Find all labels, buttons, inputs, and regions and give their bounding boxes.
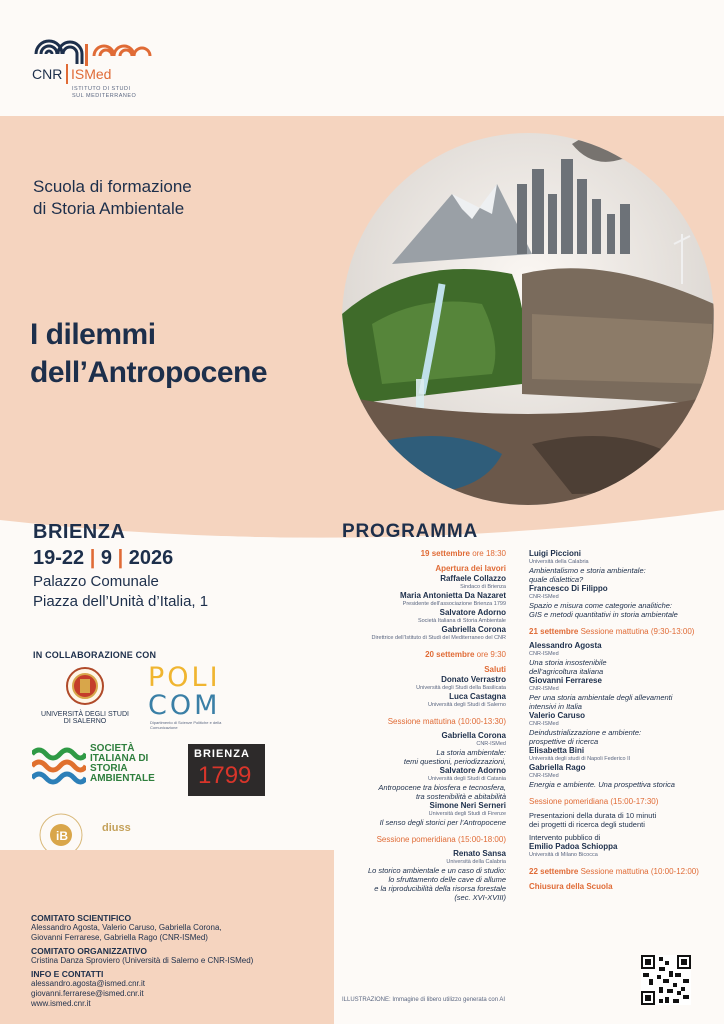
speaker-name: Emilio Padoa Schioppa xyxy=(529,842,618,851)
title-line1: I dilemmi xyxy=(30,318,156,351)
talk-title: Deindustrializzazione e ambiente: xyxy=(529,728,642,737)
main-title xyxy=(30,316,267,392)
day2-time: ore 9:30 xyxy=(474,650,506,659)
sisa-text xyxy=(90,744,155,784)
day1-date xyxy=(336,548,506,559)
speaker-affiliation: Università di Milano Bicocca xyxy=(529,852,598,858)
speaker-affiliation: CNR-ISMed xyxy=(476,741,506,747)
closing-heading: Chiusura della Scuola xyxy=(529,882,613,891)
day2-date-label: 20 settembre xyxy=(425,650,475,659)
speaker-affiliation: Sindaco di Brienza xyxy=(460,584,506,590)
presentations-line2: dei progetti di ricerca degli studenti xyxy=(529,820,645,829)
date-days: 19-22 xyxy=(33,547,85,569)
talk-title: Ambientalismo e storia ambientale: xyxy=(529,566,646,575)
cnr-text: CNR xyxy=(32,66,63,82)
talk-title: Una storia insostenibile xyxy=(529,658,607,667)
talk-title: temi questioni, periodizzazioni, xyxy=(403,757,506,766)
speaker-name: Raffaele Collazzo xyxy=(440,574,506,583)
speaker-name: Donato Verrastro xyxy=(441,675,506,684)
day1-date-label: 19 settembre xyxy=(420,549,470,558)
speaker-name: Luigi Piccioni xyxy=(529,549,582,558)
program-column-2 xyxy=(529,549,719,892)
talk-title: tra sostenibilità e abitabilità xyxy=(415,792,506,801)
saluti-heading: Saluti xyxy=(484,665,506,674)
brienza-logo-text: BRIENZA xyxy=(194,748,250,760)
speaker-affiliation: CNR-ISMed xyxy=(529,686,559,692)
talk-title: lo sfruttamento delle cave di allume xyxy=(388,875,506,884)
afternoon-session: Sessione pomeridiana (15:00-18:00) xyxy=(376,835,506,844)
speaker-affiliation: Presidente dell’associazione Brienza 1799 xyxy=(402,601,506,607)
speaker-affiliation: CNR-ISMed xyxy=(529,594,559,600)
sci-heading: COMITATO SCIENTIFICO xyxy=(31,913,132,923)
speaker-affiliation: Società Italiana di Storia Ambientale xyxy=(417,618,506,624)
speaker-name: Elisabetta Bini xyxy=(529,746,585,755)
brienza-logo-year: 1799 xyxy=(198,762,252,789)
sisa-waves-icon xyxy=(32,746,86,786)
unisa-logo xyxy=(30,666,140,736)
date-year: 2026 xyxy=(128,547,174,569)
sisa-line1: SOCIETÀ xyxy=(90,743,135,754)
institute-line1: ISTITUTO DI STUDI xyxy=(72,86,131,92)
talk-title: La storia ambientale: xyxy=(436,748,506,757)
illustration-credit: ILLUSTRAZIONE: Immagine di libero utilizzo generata con AI xyxy=(342,997,506,1003)
speaker-affiliation: CNR-ISMed xyxy=(529,721,559,727)
address: Piazza dell’Unità d’Italia, 1 xyxy=(33,593,209,610)
talk-title: Energia e ambiente. Una prospettiva storica xyxy=(529,780,675,789)
org-heading: COMITATO ORGANIZZATIVO xyxy=(31,946,147,956)
policom-sub: Dipartimento di Scienze Politiche e della Comunicazione xyxy=(150,720,222,730)
contact-website[interactable]: www.ismed.cnr.it xyxy=(31,999,91,1008)
sisa-line3: STORIA xyxy=(90,763,128,774)
speaker-affiliation: Direttrice dell’Istituto di Studi del Mediterraneo del CNR xyxy=(371,635,506,641)
day3-date-label: 21 settembre xyxy=(529,627,579,636)
speaker-name: Gabriella Rago xyxy=(529,763,586,772)
program-column-1 xyxy=(336,548,506,902)
policom-logo xyxy=(148,664,238,734)
brienza-1799-logo xyxy=(188,744,265,796)
day4-date-label: 22 settembre xyxy=(529,867,579,876)
sisa-line4: AMBIENTALE xyxy=(90,773,155,784)
date-month: 9 xyxy=(100,547,113,569)
presentations-line1: Presentazioni della durata di 10 minuti xyxy=(529,811,657,820)
talk-title: prospettive di ricerca xyxy=(529,737,599,746)
talk-title: Lo storico ambientale e un caso di studio: xyxy=(368,866,506,875)
speaker-affiliation: CNR-ISMed xyxy=(529,651,559,657)
day4-session: Sessione mattutina (10:00-12:00) xyxy=(578,867,699,876)
ismed-text: ISMed xyxy=(71,66,112,82)
talk-title: GIS e metodi quantitativi in storia ambientale xyxy=(529,610,678,619)
speaker-name: Gabriella Corona xyxy=(441,731,506,740)
contact-email-1[interactable]: alessandro.agosta@ismed.cnr.it xyxy=(31,979,145,988)
unisa-line1: UNIVERSITÀ DEGLI STUDI xyxy=(41,711,129,718)
day3-session: Sessione mattutina (9:30-13:00) xyxy=(578,627,695,636)
speaker-name: Alessandro Agosta xyxy=(529,641,602,650)
sci-line1: Alessandro Agosta, Valerio Caruso, Gabriella Corona, xyxy=(31,923,222,932)
afternoon-session-2: Sessione pomeridiana (15:00-17:30) xyxy=(529,797,659,806)
day2-date xyxy=(336,649,506,660)
info-heading: INFO E CONTATTI xyxy=(31,969,104,979)
talk-title: Spazio e misura come categorie analitiche: xyxy=(529,601,672,610)
policom-top: POLI xyxy=(148,662,221,693)
contact-email-2[interactable]: giovanni.ferrarese@ismed.cnr.it xyxy=(31,989,144,998)
org-line: Cristina Danza Sproviero (Università di Salerno e CNR-ISMed) xyxy=(31,956,254,965)
speaker-name: Luca Castagna xyxy=(449,692,506,701)
talk-title: dell’agricoltura italiana xyxy=(529,667,604,676)
school-line1: Scuola di formazione xyxy=(33,177,192,196)
date-separator: | xyxy=(89,547,96,569)
day3-date xyxy=(529,626,719,637)
public-talk-intro: Intervento pubblico di xyxy=(529,833,601,842)
qr-code-icon[interactable] xyxy=(641,955,691,1005)
policom-bottom: COM xyxy=(148,690,221,721)
cnr-ismed-logo xyxy=(30,26,200,106)
speaker-name: Salvatore Adorno xyxy=(439,766,506,775)
speaker-affiliation: Università della Calabria xyxy=(446,859,506,865)
speaker-name: Gabriella Corona xyxy=(441,625,506,634)
unisa-line2: DI SALERNO xyxy=(63,718,107,725)
unisa-seal-icon xyxy=(65,666,105,706)
logo-divider xyxy=(66,64,68,84)
day1-time: ore 18:30 xyxy=(469,549,506,558)
talk-title: e la riproducibilità della risorsa forestale xyxy=(374,884,506,893)
speaker-affiliation: Università degli Studi della Basilicata xyxy=(416,685,506,691)
morning-session: Sessione mattutina (10:00-13:30) xyxy=(387,717,506,726)
talk-title: Il senso degli storici per l’Antropocene xyxy=(379,818,506,827)
city: BRIENZA xyxy=(33,521,126,543)
venue: Palazzo Comunale xyxy=(33,573,159,590)
venue-block xyxy=(33,572,208,612)
talk-title: Antropocene tra biosfera e tecnosfera, xyxy=(378,783,506,792)
globe-illustration xyxy=(332,124,724,514)
speaker-affiliation: Università degli Studi di Catania xyxy=(428,776,506,782)
sisa-line2: ITALIANA DI xyxy=(90,753,149,764)
speaker-name: Salvatore Adorno xyxy=(439,608,506,617)
speaker-name: Renato Sansa xyxy=(453,849,506,858)
speaker-name: Valerio Caruso xyxy=(529,711,586,720)
speaker-affiliation: Università della Calabria xyxy=(529,559,589,565)
opening-heading: Apertura dei lavori xyxy=(435,564,506,573)
date-separator: | xyxy=(117,547,124,569)
speaker-affiliation: Università degli Studi di Firenze xyxy=(428,811,506,817)
speaker-name: Giovanni Ferrarese xyxy=(529,676,602,685)
day4-date xyxy=(529,866,719,877)
speaker-name: Maria Antonietta Da Nazaret xyxy=(400,591,506,600)
speaker-name: Simone Neri Serneri xyxy=(429,801,506,810)
institute-line2: SUL MEDITERRANEO xyxy=(72,93,137,99)
speaker-affiliation: Università degli studi di Napoli Federico II xyxy=(529,756,631,762)
speaker-affiliation: CNR-ISMed xyxy=(529,773,559,779)
school-line2: di Storia Ambientale xyxy=(33,199,185,218)
svg-text:iB: iB xyxy=(56,829,68,843)
speaker-affiliation: Università degli Studi di Salerno xyxy=(428,702,506,708)
title-line2: dell’Antropocene xyxy=(30,356,268,389)
collab-heading: IN COLLABORAZIONE CON xyxy=(33,650,157,660)
event-date xyxy=(33,547,173,570)
program-title: PROGRAMMA xyxy=(342,521,478,542)
talk-title: quale dialettica? xyxy=(529,575,584,584)
talk-title: (sec. XVI-XVIII) xyxy=(454,893,506,902)
diuss-text: diuss xyxy=(102,822,131,834)
talk-title: Per una storia ambientale degli allevamenti xyxy=(529,693,673,702)
talk-title: intensivi in Italia xyxy=(529,702,582,711)
speaker-name: Francesco Di Filippo xyxy=(529,584,608,593)
sci-line2: Giovanni Ferrarese, Gabriella Rago (CNR-ISMed) xyxy=(31,933,208,942)
sisa-logo xyxy=(32,744,172,794)
school-title xyxy=(33,176,192,220)
